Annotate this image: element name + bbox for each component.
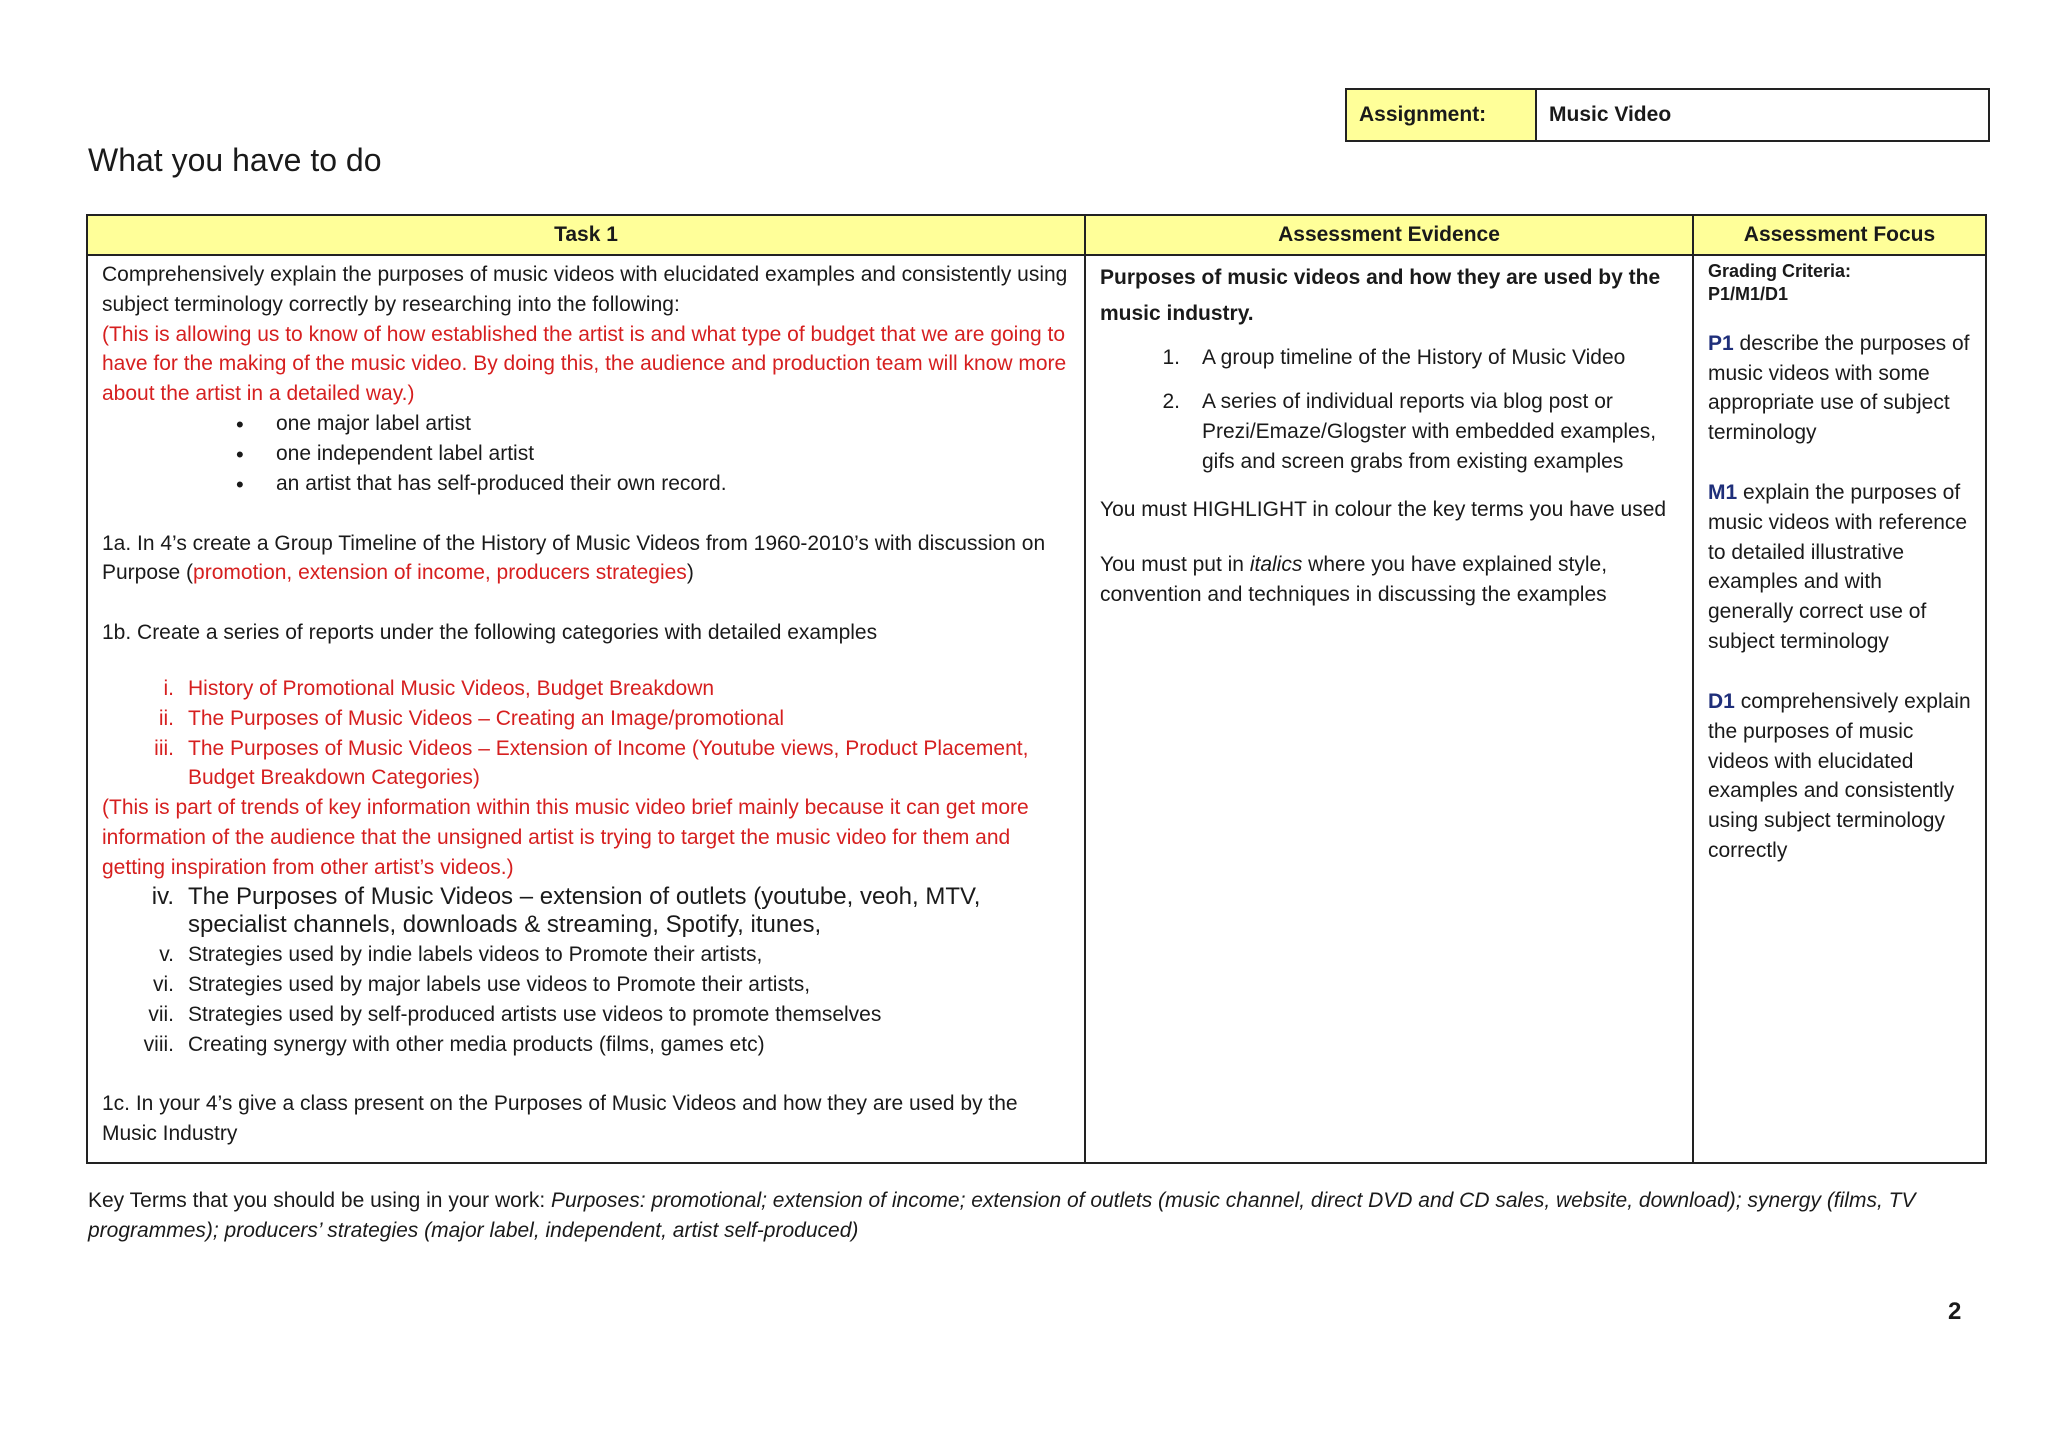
item-number: vii. (148, 1002, 174, 1026)
task-table (86, 214, 1987, 1164)
list-item (102, 674, 1070, 704)
task-cell (87, 255, 1085, 1163)
item-text: The Purposes of Music Videos – Creating an Image/promotional (188, 706, 785, 730)
key-terms (88, 1186, 1988, 1246)
highlight-note: You must HIGHLIGHT in colour the key terms you have used (1100, 497, 1667, 521)
criterion-code: D1 (1708, 689, 1735, 713)
key-terms-text: Purposes: promotional; extension of income; extension of outlets (music channel, direct DVD and CD sales, website, download); synergy (films, TV programmes); producers’ strategies (major label, independent, artist self-produced) (88, 1189, 1916, 1242)
item-text: A group timeline of the History of Music Video (1202, 346, 1626, 370)
item-number: v. (159, 943, 174, 967)
focus-cell (1693, 255, 1986, 1163)
task-1a-red-text: promotion, extension of income, producers strategies (193, 561, 687, 585)
criterion-code: M1 (1708, 481, 1738, 505)
criterion-code: P1 (1708, 331, 1734, 355)
item-text: The Purposes of Music Videos – Extension of Income (Youtube views, Product Placement, Budget Breakdown Categories) (188, 736, 1029, 790)
page-number: 2 (1948, 1298, 1962, 1325)
task-1a-text: 1a. In 4’s create a Group Timeline of the History of Music Videos from 1960-2010’s with discussion on Purpose ( (102, 531, 1046, 585)
list-item (102, 1000, 1070, 1030)
list-item: • one independent label artist (276, 439, 1070, 469)
artist-bullet-list (102, 409, 1070, 498)
list-item (102, 734, 1070, 794)
report-categories-red (102, 674, 1070, 793)
criterion-p1 (1708, 329, 1971, 448)
criterion-m1 (1708, 478, 1971, 657)
header-task: Task 1 (87, 215, 1085, 255)
task-note-2: (This is part of trends of key information within this music video brief mainly because it can get more information of the audience that the unsigned artist is trying to target the music video for them and getting inspiration from other artist’s videos.) (102, 796, 1029, 879)
list-item: • an artist that has self-produced their own record. (276, 469, 1070, 499)
italics-note-suffix: where you have explained style, convention and techniques in discussing the examples (1100, 553, 1608, 607)
item-number: i. (163, 676, 174, 700)
evidence-cell (1085, 255, 1693, 1163)
criterion-text: explain the purposes of music videos with reference to detailed illustrative examples and with generally correct use of subject terminology (1708, 481, 1968, 654)
italics-word: italics (1249, 553, 1303, 577)
list-item (1100, 387, 1678, 476)
task-1c: 1c. In your 4’s give a class present on the Purposes of Music Videos and how they are used by the Music Industry (102, 1092, 1018, 1146)
criterion-text: describe the purposes of music videos with some appropriate use of subject terminology (1708, 331, 1970, 445)
assignment-value: Music Video (1549, 103, 1672, 126)
header-evidence: Assessment Evidence (1085, 215, 1693, 255)
task-note-1: (This is allowing us to know of how established the artist is and what type of budget that we are going to have for the making of the music video. By doing this, the audience and production team will know more about the artist in a detailed way.) (102, 322, 1067, 406)
grading-criteria-label: Grading Criteria: (1708, 261, 1852, 281)
page-title: What you have to do (88, 142, 382, 178)
item-number: iv. (151, 882, 174, 910)
list-item (102, 970, 1070, 1000)
table-header-row (87, 215, 1986, 255)
item-number: viii. (143, 1032, 174, 1056)
header-focus: Assessment Focus (1693, 215, 1986, 255)
key-terms-label: Key Terms that you should be using in your work: (88, 1189, 552, 1212)
evidence-heading: Purposes of music videos and how they are used by the music industry. (1100, 266, 1661, 325)
report-categories (102, 883, 1070, 1060)
list-item (102, 704, 1070, 734)
item-number: ii. (158, 706, 174, 730)
item-text: Strategies used by indie labels videos to Promote their artists, (188, 943, 763, 967)
assignment-box (1345, 88, 1990, 142)
italics-note (1100, 550, 1678, 610)
criterion-text: comprehensively explain the purposes of music videos with elucidated examples and consistently using subject terminology correctly (1708, 689, 1971, 862)
table-body-row (87, 255, 1986, 1163)
item-number: 2. (1162, 390, 1180, 414)
item-text: Strategies used by self-produced artists use videos to promote themselves (188, 1002, 882, 1026)
item-text: The Purposes of Music Videos – extension of outlets (youtube, veoh, MTV, specialist channels, downloads & streaming, Spotify, itunes, (188, 882, 981, 939)
list-item (1100, 343, 1678, 373)
item-text: Strategies used by major labels use videos to Promote their artists, (188, 973, 811, 997)
list-item: • one major label artist (276, 409, 1070, 439)
task-1b: 1b. Create a series of reports under the following categories with detailed examples (102, 621, 878, 645)
task-1a-suffix: ) (686, 561, 694, 585)
evidence-list (1100, 343, 1678, 476)
item-text: History of Promotional Music Videos, Budget Breakdown (188, 676, 715, 700)
list-item (102, 940, 1070, 970)
criterion-d1 (1708, 687, 1971, 866)
list-item (102, 883, 1070, 941)
item-text: A series of individual reports via blog post or Prezi/Emaze/Glogster with embedded examples, gifs and screen grabs from existing examples (1202, 390, 1657, 473)
item-text: Creating synergy with other media products (films, games etc) (188, 1032, 765, 1056)
item-number: 1. (1162, 346, 1180, 370)
assignment-label: Assignment: (1347, 90, 1537, 140)
italics-note-prefix: You must put in (1100, 553, 1250, 577)
item-number: vi. (153, 973, 174, 997)
list-item (102, 1030, 1070, 1060)
item-number: iii. (154, 736, 174, 760)
grading-criteria-codes: P1/M1/D1 (1708, 284, 1789, 305)
task-intro: Comprehensively explain the purposes of music videos with elucidated examples and consistently using subject terminology correctly by researching into the following: (102, 263, 1068, 316)
task-1a (102, 529, 1070, 589)
